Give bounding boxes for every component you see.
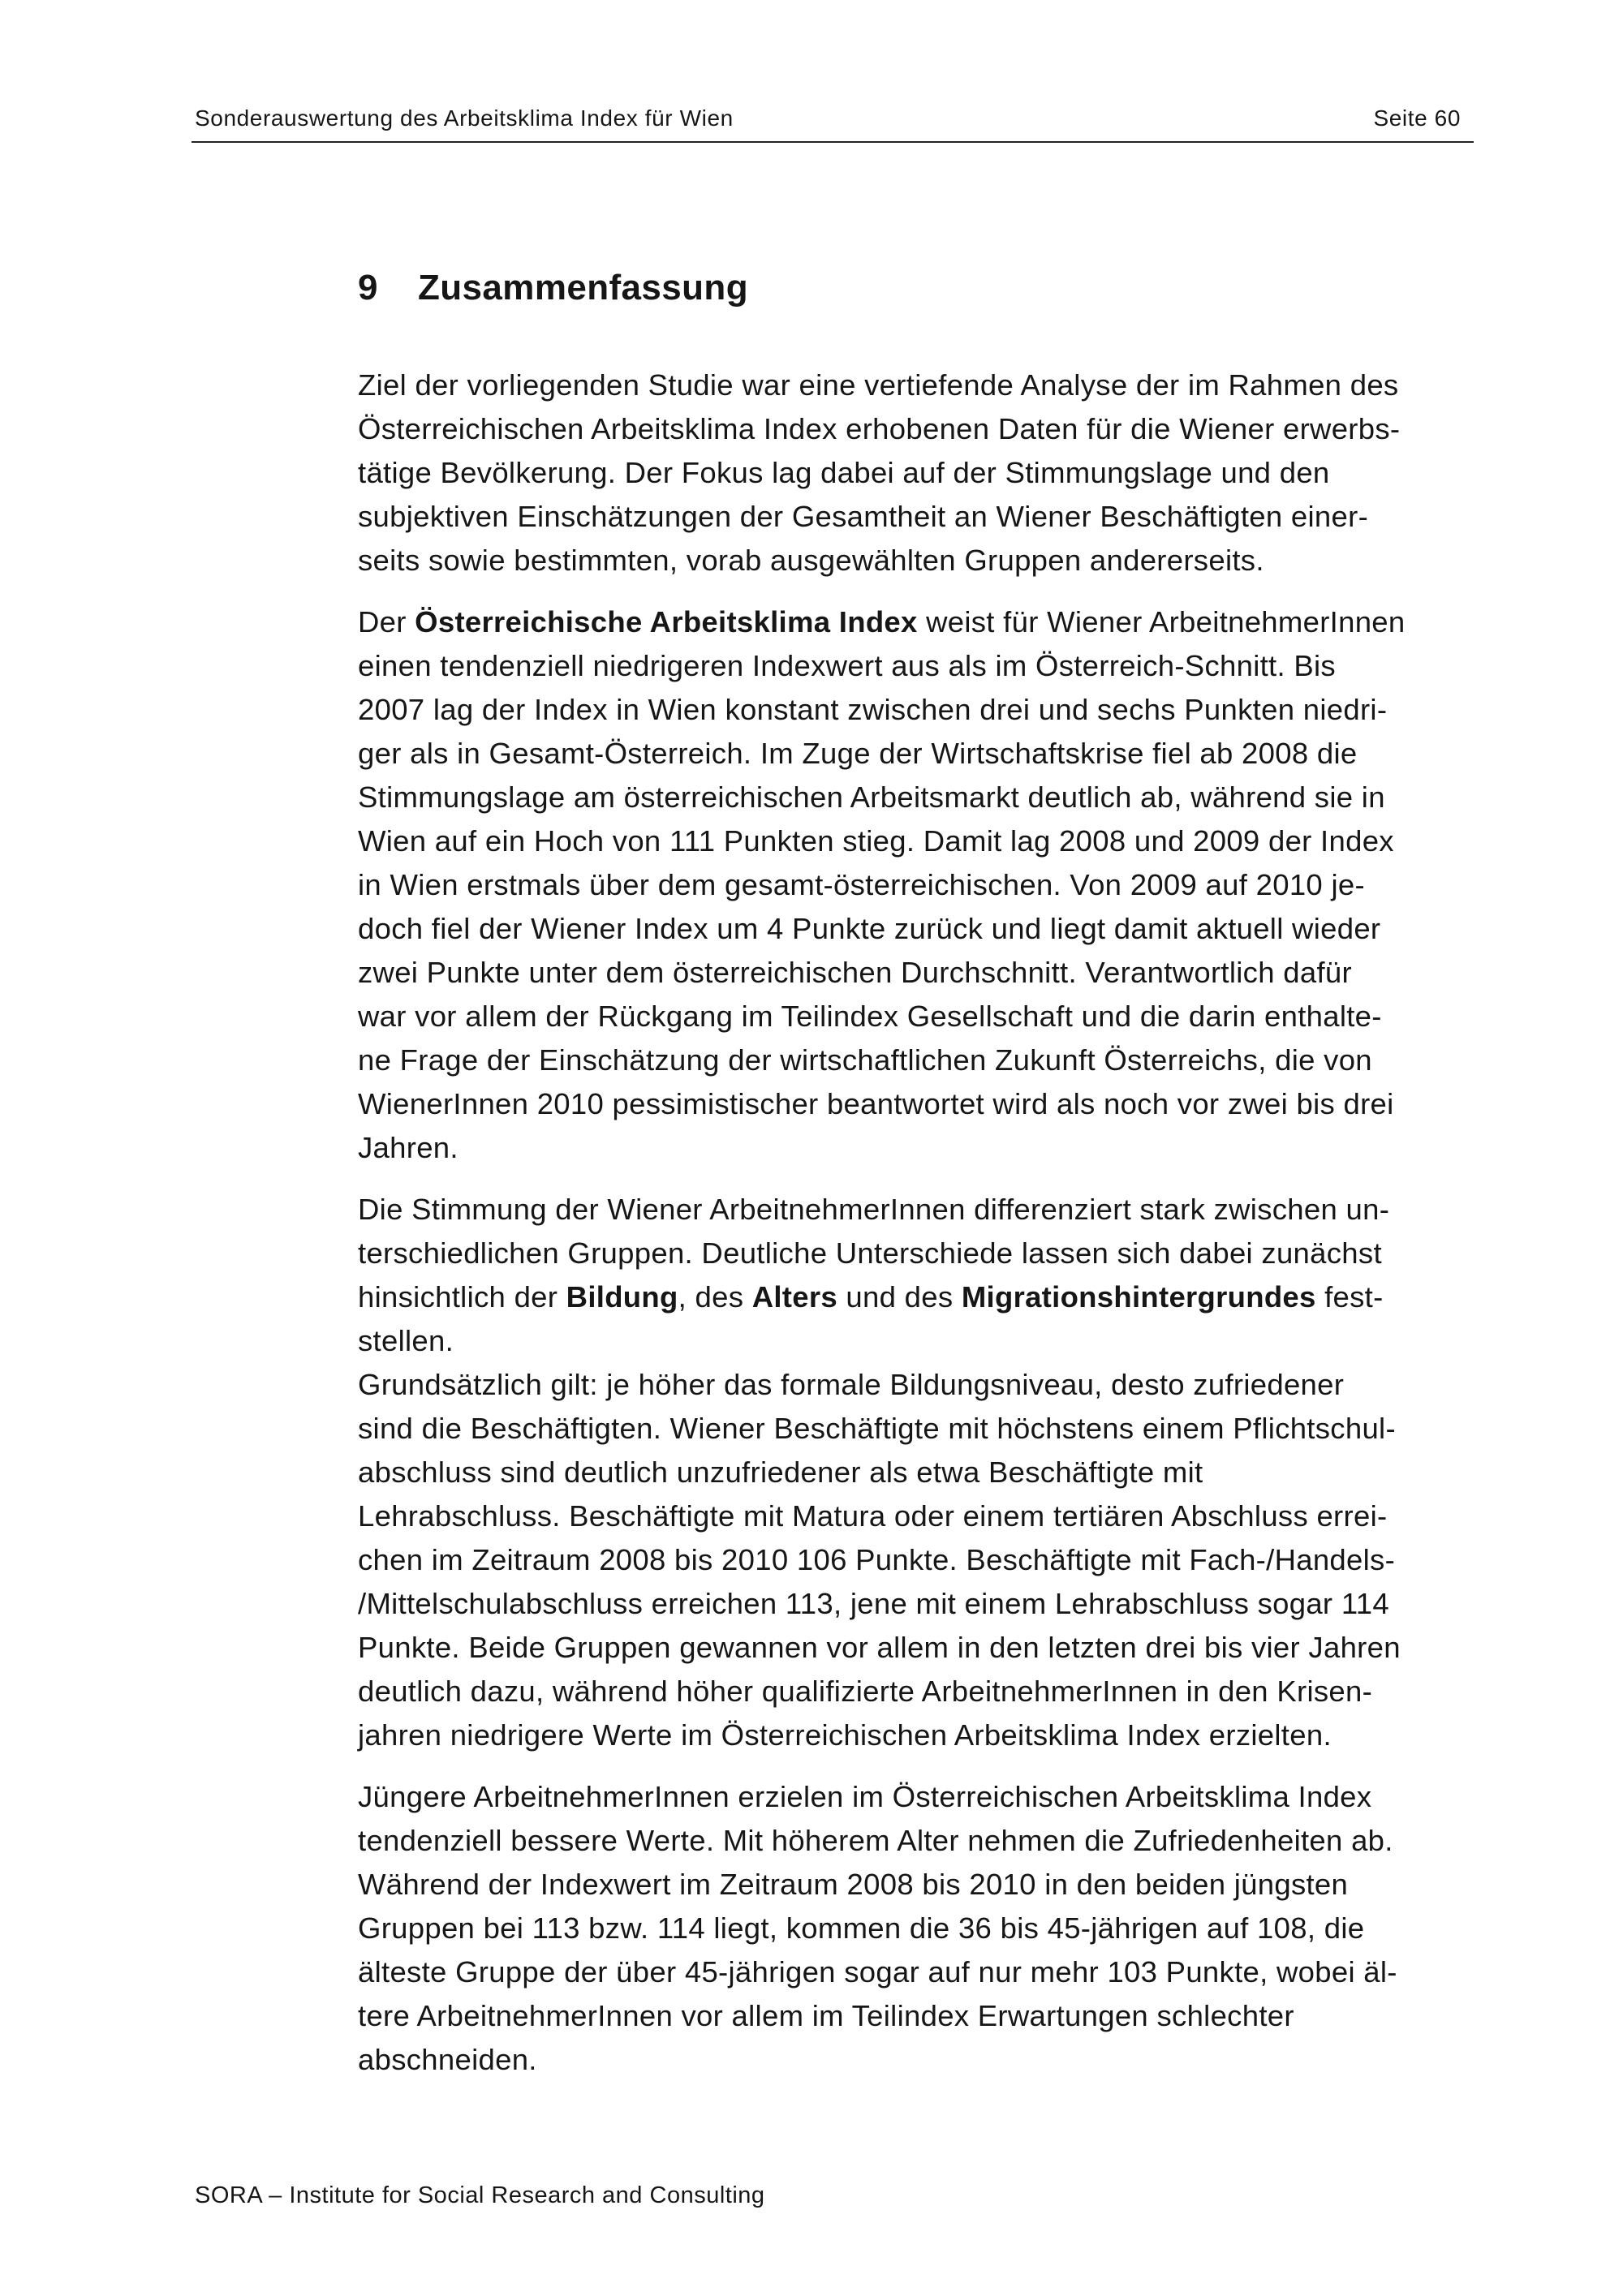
text-line (358, 1582, 1478, 1626)
text-line (358, 451, 1478, 495)
text-segment: Ziel der vorliegenden Studie war eine vertiefende Analyse der im Rahmen des (358, 368, 1399, 402)
text-segment: Wien auf ein Hoch von 111 Punkten stieg. Damit lag 2008 und 2009 der Index (358, 824, 1394, 858)
paragraph-gap (358, 583, 1478, 600)
text-segment: ger als in Gesamt-Österreich. Im Zuge der Wirtschaftskrise fiel ab 2008 die (358, 737, 1358, 770)
text-line (358, 644, 1478, 688)
text-line (358, 1494, 1478, 1538)
text-line (358, 1626, 1478, 1670)
text-line (358, 1407, 1478, 1451)
text-segment: ne Frage der Einschätzung der wirtschaftlichen Zukunft Österreichs, die von (358, 1043, 1372, 1077)
text-line (358, 2038, 1478, 2082)
text-line (358, 688, 1478, 732)
text-line (358, 863, 1478, 907)
text-segment: sind die Beschäftigten. Wiener Beschäftigte mit höchstens einem Pflichtschul- (358, 1412, 1396, 1445)
text-line (358, 819, 1478, 863)
paragraph (358, 363, 1478, 583)
text-line (358, 1775, 1478, 1819)
text-segment: tendenziell bessere Werte. Mit höherem Alter nehmen die Zufriedenheiten ab. (358, 1824, 1393, 1857)
text-segment: zwei Punkte unter dem österreichischen Durchschnitt. Verantwortlich dafür (358, 956, 1352, 989)
text-line (358, 907, 1478, 951)
text-line (358, 407, 1478, 451)
text-segment: weist für Wiener ArbeitnehmerInnen (917, 605, 1406, 638)
text-segment: , des (678, 1280, 752, 1314)
text-segment: fest- (1315, 1280, 1384, 1314)
text-segment: Der (358, 605, 415, 638)
text-segment: terschiedlichen Gruppen. Deutliche Unterschiede lassen sich dabei zunächst (358, 1236, 1382, 1270)
text-line (358, 1819, 1478, 1863)
text-segment: 2007 lag der Index in Wien konstant zwischen drei und sechs Punkten niedri- (358, 693, 1388, 726)
text-segment: abschneiden. (358, 2043, 537, 2076)
emphasized-term: Österreichische Arbeitsklima Index (415, 605, 918, 638)
text-line (358, 1670, 1478, 1713)
text-segment: Österreichischen Arbeitsklima Index erhobenen Daten für die Wiener erwerbs- (358, 412, 1401, 445)
text-segment: subjektiven Einschätzungen der Gesamtheit an Wiener Beschäftigten einer- (358, 500, 1369, 533)
text-line (358, 1863, 1478, 1907)
page-footer: SORA – Institute for Social Research and Consulting (195, 2182, 765, 2208)
text-segment: älteste Gruppe der über 45-jährigen sogar auf nur mehr 103 Punkte, wobei äl- (358, 1955, 1397, 1989)
emphasized-term: Migrationshintergrundes (961, 1280, 1316, 1314)
text-line (358, 1994, 1478, 2038)
text-segment: einen tendenziell niedrigeren Indexwert aus als im Österreich-Schnitt. Bis (358, 649, 1336, 682)
chapter-number: 9 (358, 268, 378, 307)
text-line (358, 1126, 1478, 1170)
text-line (358, 539, 1478, 583)
text-segment: in Wien erstmals über dem gesamt-österreichischen. Von 2009 auf 2010 je- (358, 868, 1365, 901)
text-segment: seits sowie bestimmten, vorab ausgewählten Gruppen andererseits. (358, 544, 1264, 577)
paragraph (358, 600, 1478, 1170)
text-segment: war vor allem der Rückgang im Teilindex Gesellschaft und die darin enthalte- (358, 1000, 1382, 1033)
text-line (358, 1950, 1478, 1994)
text-line (358, 1907, 1478, 1950)
text-line (358, 995, 1478, 1038)
text-line (358, 776, 1478, 819)
paragraph-gap (358, 1170, 1478, 1188)
text-line (358, 1319, 1478, 1363)
text-segment: abschluss sind deutlich unzufriedener als etwa Beschäftigte mit (358, 1455, 1203, 1489)
text-segment: Lehrabschluss. Beschäftigte mit Matura oder einem tertiären Abschluss errei- (358, 1499, 1388, 1533)
paragraph (358, 1775, 1478, 2082)
chapter-title: Zusammenfassung (418, 268, 748, 307)
text-line (358, 495, 1478, 539)
running-header (192, 104, 1474, 143)
text-line (358, 732, 1478, 776)
text-segment: Stimmungslage am österreichischen Arbeitsmarkt deutlich ab, während sie in (358, 780, 1385, 814)
emphasized-term: Alters (751, 1280, 837, 1314)
text-line (358, 1038, 1478, 1082)
body-text (358, 363, 1478, 2082)
text-line (358, 1232, 1478, 1275)
text-segment: Während der Indexwert im Zeitraum 2008 bis 2010 in den beiden jüngsten (358, 1868, 1349, 1901)
document-title: Sonderauswertung des Arbeitsklima Index für Wien (195, 105, 734, 131)
text-segment: Grundsätzlich gilt: je höher das formale Bildungsniveau, desto zufriedener (358, 1368, 1345, 1401)
text-line (358, 1275, 1478, 1319)
text-line (358, 1713, 1478, 1757)
text-line (358, 600, 1478, 644)
text-segment: und des (837, 1280, 962, 1314)
text-line (358, 951, 1478, 995)
text-line (358, 1082, 1478, 1126)
page-number: Seite 60 (1373, 105, 1461, 131)
text-segment: tätige Bevölkerung. Der Fokus lag dabei auf der Stimmungslage und den (358, 456, 1330, 489)
text-line (358, 363, 1478, 407)
text-segment: /Mittelschulabschluss erreichen 113, jene mit einem Lehrabschluss sogar 114 (358, 1587, 1389, 1620)
text-line (358, 1538, 1478, 1582)
paragraph (358, 1188, 1478, 1757)
text-segment: Jahren. (358, 1131, 458, 1164)
text-line (358, 1188, 1478, 1232)
emphasized-term: Bildung (566, 1280, 678, 1314)
text-line (358, 1451, 1478, 1494)
text-segment: Jüngere ArbeitnehmerInnen erzielen im Österreichischen Arbeitsklima Index (358, 1780, 1372, 1813)
paragraph-gap (358, 1757, 1478, 1775)
text-segment: deutlich dazu, während höher qualifizierte ArbeitnehmerInnen in den Krisen- (358, 1675, 1373, 1708)
text-segment: jahren niedrigere Werte im Österreichischen Arbeitsklima Index erzielten. (358, 1718, 1332, 1752)
text-segment: Gruppen bei 113 bzw. 114 liegt, kommen die 36 bis 45-jährigen auf 108, die (358, 1911, 1365, 1945)
text-line (358, 1363, 1478, 1407)
text-segment: Punkte. Beide Gruppen gewannen vor allem in den letzten drei bis vier Jahren (358, 1631, 1401, 1664)
text-segment: WienerInnen 2010 pessimistischer beantwortet wird als noch vor zwei bis drei (358, 1087, 1394, 1120)
text-segment: stellen. (358, 1324, 454, 1357)
chapter-heading (358, 268, 748, 308)
text-segment: chen im Zeitraum 2008 bis 2010 106 Punkte. Beschäftigte mit Fach-/Handels- (358, 1543, 1396, 1576)
text-segment: doch fiel der Wiener Index um 4 Punkte zurück und liegt damit aktuell wieder (358, 912, 1381, 945)
text-segment: tere ArbeitnehmerInnen vor allem im Teilindex Erwartungen schlechter (358, 1999, 1294, 2032)
text-segment: Die Stimmung der Wiener ArbeitnehmerInnen differenziert stark zwischen un- (358, 1193, 1390, 1226)
text-segment: hinsichtlich der (358, 1280, 566, 1314)
